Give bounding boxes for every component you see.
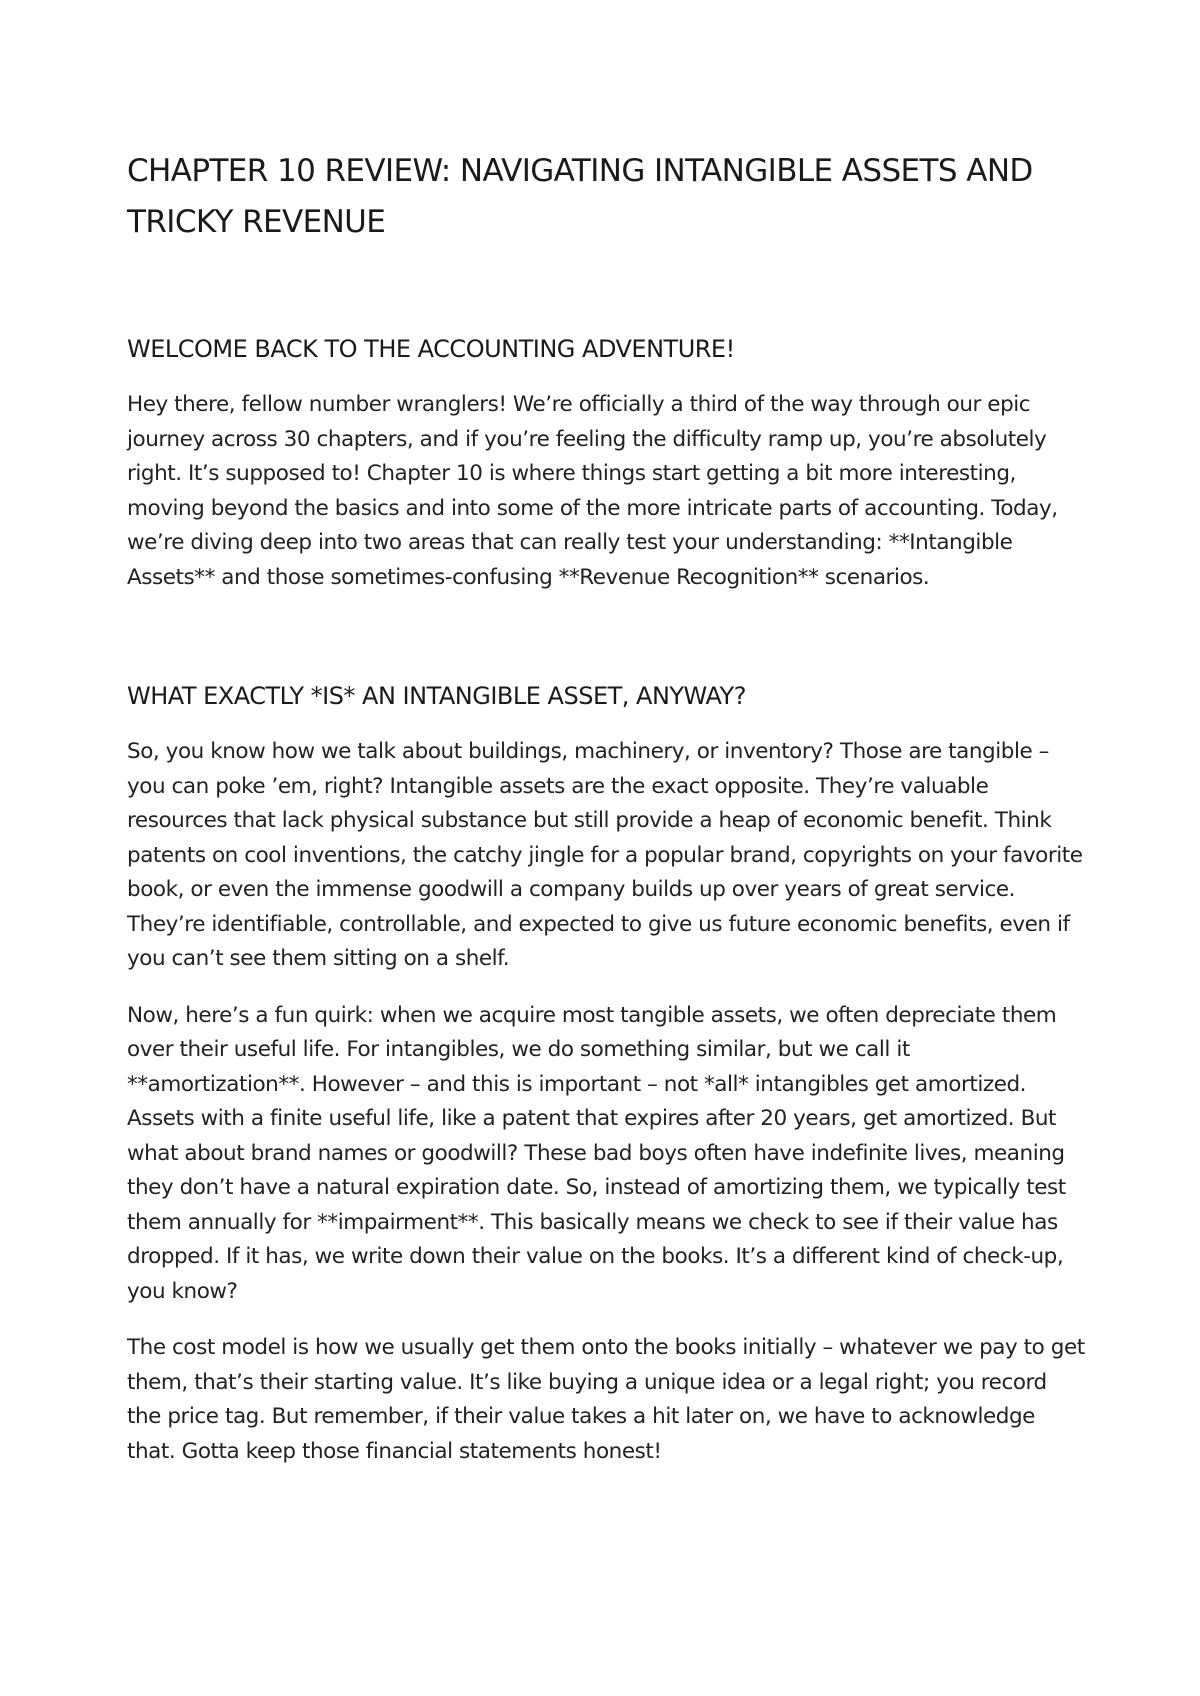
section-welcome bbox=[127, 332, 1087, 595]
section-heading-welcome: WELCOME BACK TO THE ACCOUNTING ADVENTURE! bbox=[127, 335, 735, 363]
section-intangible-asset bbox=[127, 679, 1087, 1469]
paragraph-welcome: Hey there, fellow number wranglers! We’re officially a third of the way through our epic journey across 30 chapters, and if you’re feeling the difficulty ramp up, you’re absolutely right. It’s supposed to! Chapter 10 is where things start getting a bit more interesting, moving beyond the basics and into some of the more intricate parts of accounting. Today, we’re diving deep into two areas that can really test your understanding: **Intangible Assets** and those sometimes-confusing **Revenue Recognition** scenarios. bbox=[127, 392, 1058, 590]
paragraph-intangible-definition: So, you know how we talk about buildings, machinery, or inventory? Those are tangible – you can poke ’em, right? Intangible assets are the exact opposite. They’re valuable resources that lack physical substance but still provide a heap of economic benefit. Think patents on cool inventions, the catchy jingle for a popular brand, copyrights on your favorite book, or even the immense goodwill a company builds up over years of great service. They’re identifiable, controllable, and expected to give us future economic benefits, even if you can’t see them sitting on a shelf. bbox=[127, 739, 1083, 971]
paragraph-amortization: Now, here’s a fun quirk: when we acquire most tangible assets, we often depreciate them over their useful life. For intangibles, we do something similar, but we call it **amortization**. However – and this is important – not *all* intangibles get amortized. Assets with a finite useful life, like a patent that expires after 20 years, get amortized. But what about brand names or goodwill? These bad boys often have indefinite lives, meaning they don’t have a natural expiration date. So, instead of amortizing them, we typically test them annually for **impairment**. This basically means we check to see if their value has dropped. If it has, we write down their value on the books. It’s a different kind of check-up, you know? bbox=[127, 1002, 1066, 1304]
document-page bbox=[127, 146, 1087, 1469]
document-title: CHAPTER 10 REVIEW: NAVIGATING INTANGIBLE ASSETS AND TRICKY REVENUE bbox=[127, 153, 1033, 240]
paragraph-cost-model: The cost model is how we usually get them onto the books initially – whatever we pay to get them, that’s their starting value. It’s like buying a unique idea or a legal right; you record the price tag. But remember, if their value takes a hit later on, we have to acknowledge that. Gotta keep those financial statements honest! bbox=[127, 1335, 1085, 1464]
section-heading-intangible-asset: WHAT EXACTLY *IS* AN INTANGIBLE ASSET, ANYWAY? bbox=[127, 682, 746, 710]
